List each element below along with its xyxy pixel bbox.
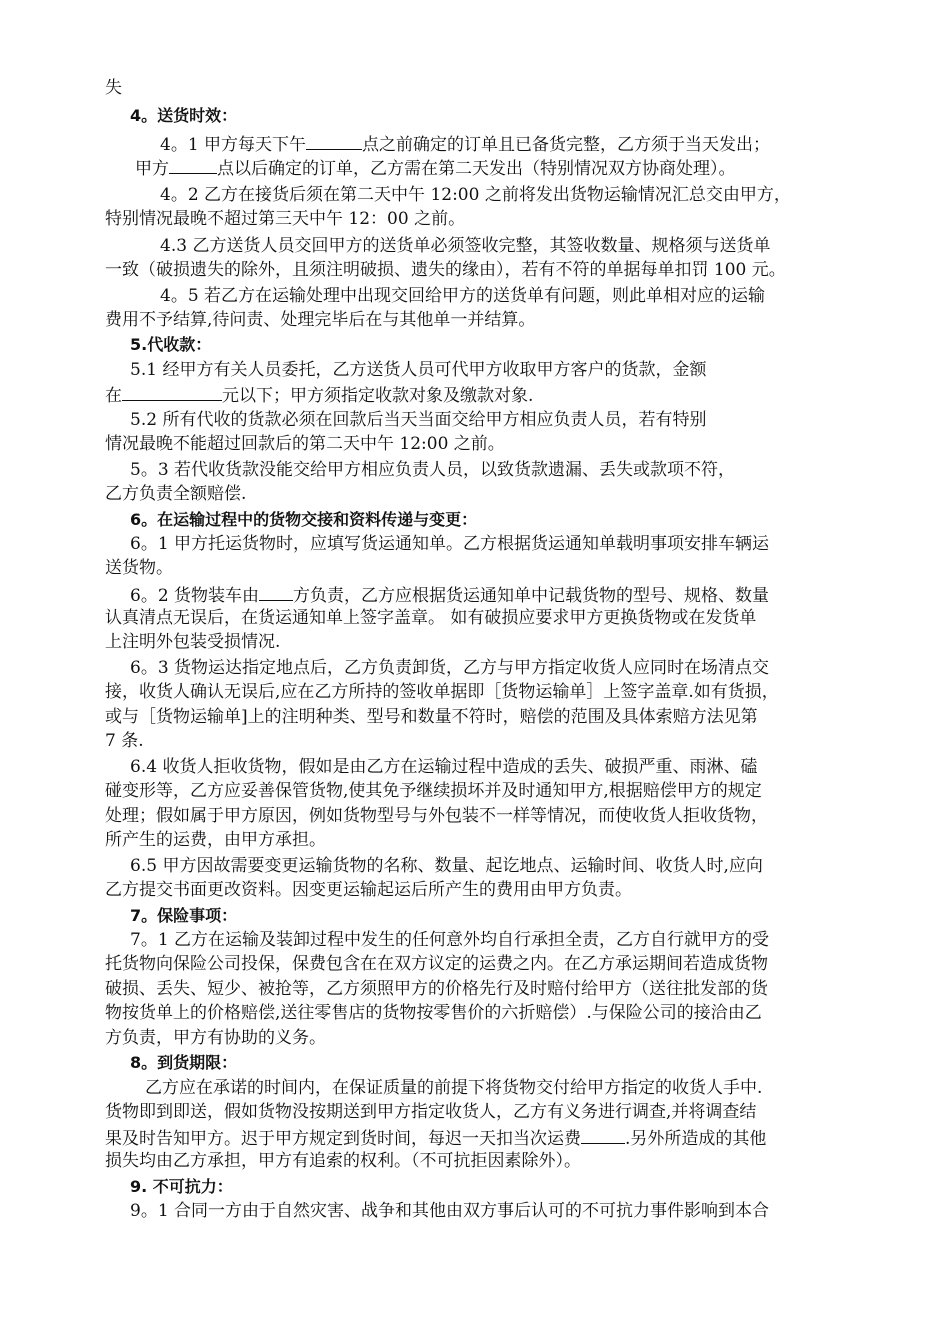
text-line: 所产生的运费，由甲方承担。	[105, 830, 326, 850]
text-line: 送货物。	[105, 558, 173, 578]
blank-field	[122, 382, 222, 401]
blank-field	[169, 155, 217, 174]
text-line: 物按货单上的价格赔偿,送往零售店的货物按零售价的六折赔偿）.与保险公司的接洽由乙	[105, 1003, 762, 1023]
text-segment: 点之前确定的订单且已备货完整，乙方须于当天发出；	[362, 135, 771, 155]
text-line: 情况最晚不能超过回款后的第二天中午 12:00 之前。	[105, 434, 505, 454]
text-line: 6。1 甲方托运货物时，应填写货运通知单。乙方根据货运通知单载明事项安排车辆运	[130, 534, 770, 554]
section-heading-8: 8。到货期限：	[130, 1053, 238, 1072]
text-line: 货物即到即送，假如货物没按期送到甲方指定收货人，乙方有义务进行调查,并将调查结	[105, 1102, 757, 1122]
text-segment: 在	[105, 386, 122, 406]
text-line: 5。3 若代收货款没能交给甲方相应负责人员，以致货款遗漏、丢失或款项不符，	[130, 460, 736, 480]
text-segment: 6。2 货物装车由	[130, 586, 260, 606]
text-line: 失	[105, 78, 122, 98]
text-line: 上注明外包装受损情况.	[105, 632, 281, 652]
text-line: 6。3 货物运达指定地点后，乙方负责卸货，乙方与甲方指定收货人应同时在场清点交	[130, 658, 770, 678]
text-line: 5.2 所有代收的货款必须在回款后当天当面交给甲方相应负责人员，若有特别	[130, 410, 707, 430]
text-line: 接，收货人确认无误后,应在乙方所持的签收单据即［货物运输单］上签字盖章.如有货损，	[105, 682, 779, 702]
text-line: 乙方应在承诺的时间内，在保证质量的前提下将货物交付给甲方指定的收货人手中.	[145, 1078, 763, 1098]
text-line: 9。1 合同一方由于自然灾害、战争和其他由双方事后认可的不可抗力事件影响到本合	[130, 1201, 770, 1221]
text-line: 方负责，甲方有协助的义务。	[105, 1028, 326, 1048]
text-line: 4。5 若乙方在运输处理中出现交回给甲方的送货单有问题，则此单相对应的运输	[160, 286, 766, 306]
text-line: 5.1 经甲方有关人员委托，乙方送货人员可代甲方收取甲方客户的货款，金额	[130, 360, 707, 380]
text-line	[160, 131, 770, 155]
text-segment: 果及时告知甲方。迟于甲方规定到货时间，每迟一天扣当次运费	[105, 1129, 581, 1149]
text-line	[130, 582, 769, 606]
text-line: 6.4 收货人拒收货物，假如是由乙方在运输过程中造成的丢失、破损严重、雨淋、磕	[130, 757, 758, 777]
text-line: 托货物向保险公司投保，保费包含在在双方议定的运费之内。在乙方承运期间若造成货物	[105, 954, 768, 974]
text-line: 乙方提交书面更改资料。因变更运输起运后所产生的费用由甲方负责。	[105, 880, 632, 900]
section-heading-5: 5.代收款：	[130, 335, 212, 354]
section-heading-4: 4。送货时效：	[130, 106, 238, 125]
text-line	[105, 1125, 766, 1149]
text-segment: .另外所造成的其他	[625, 1129, 767, 1149]
text-line	[135, 155, 736, 179]
text-line: 4.3 乙方送货人员交回甲方的送货单必须签收完整，其签收数量、规格须与送货单	[160, 236, 771, 256]
blank-field	[306, 131, 362, 150]
text-line: 或与［货物运输单]上的注明种类、型号和数量不符时，赔偿的范围及具体索赔方法见第	[105, 707, 758, 727]
section-heading-6: 6。在运输过程中的货物交接和资料传递与变更：	[130, 510, 478, 529]
section-heading-9: 9. 不可抗力：	[130, 1177, 233, 1196]
text-segment: 元以下；甲方须指定收款对象及缴款对象.	[222, 386, 534, 406]
text-line: 一致（破损遗失的除外，且须注明破损、遗失的缘由），若有不符的单据每单扣罚 100 元。	[105, 260, 786, 280]
text-line: 7。1 乙方在运输及装卸过程中发生的任何意外均自行承担全责，乙方自行就甲方的受	[130, 930, 770, 950]
text-line: 乙方负责全额赔偿.	[105, 484, 247, 504]
section-heading-7: 7。保险事项：	[130, 906, 238, 925]
text-segment: 点以后确定的订单，乙方需在第二天发出（特别情况双方协商处理）。	[217, 159, 736, 179]
text-line: 费用不予结算,待问责、处理完毕后在与其他单一并结算。	[105, 310, 536, 330]
text-line: 碰变形等，乙方应妥善保管货物,使其免予继续损坏并及时通知甲方,根据赔偿甲方的规定	[105, 781, 762, 801]
text-line: 6.5 甲方因故需要变更运输货物的名称、数量、起讫地点、运输时间、收货人时,应向	[130, 856, 763, 876]
text-line: 4。2 乙方在接货后须在第二天中午 12:00 之前将发出货物运输情况汇总交由甲方，	[160, 185, 791, 205]
text-line: 处理；假如属于甲方原因，例如货物型号与外包装不一样等情况，而使收货人拒收货物，	[105, 806, 768, 826]
blank-field	[259, 582, 293, 601]
text-line	[105, 382, 533, 406]
text-line: 破损、丢失、短少、被抢等，乙方须照甲方的价格先行及时赔付给甲方（送往批发部的货	[105, 979, 768, 999]
text-line: 特别情况最晚不超过第三天中午 12：00 之前。	[105, 209, 466, 229]
text-segment: 甲方	[135, 159, 169, 179]
text-segment: 方负责，乙方应根据货运通知单中记载货物的型号、规格、数量	[293, 586, 770, 606]
text-segment: 4。1 甲方每天下午	[160, 135, 307, 155]
text-line: 7 条.	[105, 731, 144, 751]
text-line: 认真清点无误后，在货运通知单上签字盖章。 如有破损应要求甲方更换货物或在发货单	[105, 608, 757, 628]
blank-field	[581, 1125, 625, 1144]
text-line: 损失均由乙方承担，甲方有追索的权利。（不可抗拒因素除外）。	[105, 1151, 581, 1171]
